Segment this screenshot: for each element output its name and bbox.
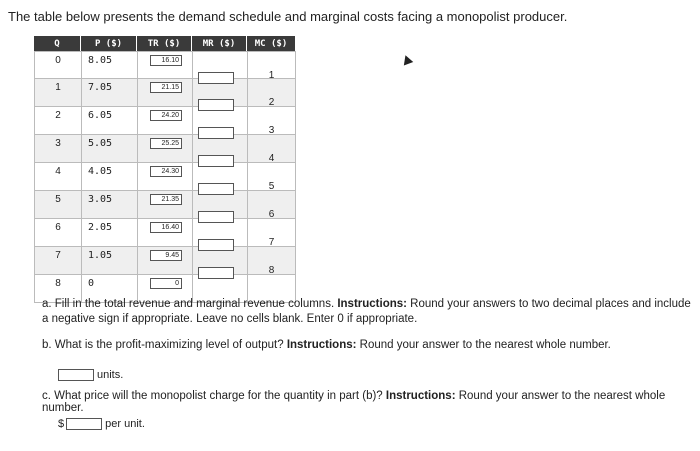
cell-p: 5.05 bbox=[81, 135, 137, 163]
cell-q: 2 bbox=[34, 107, 81, 135]
cell-mr bbox=[192, 107, 247, 135]
question-c-bold: Instructions: bbox=[385, 390, 456, 402]
header-q: Q bbox=[34, 36, 81, 51]
cell-tr bbox=[137, 135, 192, 163]
header-p: P ($) bbox=[81, 36, 137, 51]
cell-q: 6 bbox=[34, 219, 81, 247]
question-a-rest: Round your answers to two decimal places and include a negative sign if appropriate. Leave no cells blank. Enter 0 if appropriate. bbox=[42, 298, 691, 325]
tr-input[interactable]: 16.10 bbox=[150, 55, 182, 66]
cell-p: 0 bbox=[81, 275, 137, 303]
cell-p: 4.05 bbox=[81, 163, 137, 191]
cell-mr bbox=[192, 247, 247, 275]
cell-p: 7.05 bbox=[81, 79, 137, 107]
cell-q: 7 bbox=[34, 247, 81, 275]
mr-input[interactable] bbox=[198, 183, 234, 195]
answer-c-row bbox=[58, 418, 145, 430]
table-row bbox=[34, 219, 296, 247]
mr-input[interactable] bbox=[198, 155, 234, 167]
cell-mc bbox=[247, 219, 296, 247]
price-input[interactable] bbox=[66, 418, 102, 430]
cell-q: 3 bbox=[34, 135, 81, 163]
cell-p: 6.05 bbox=[81, 107, 137, 135]
cell-mc bbox=[247, 163, 296, 191]
header-mr: MR ($) bbox=[192, 36, 247, 51]
cell-tr bbox=[137, 107, 192, 135]
mc-value: 7 bbox=[268, 237, 275, 248]
mc-value: 5 bbox=[268, 181, 275, 192]
question-c-text: c. What price will the monopolist charge for the quantity in part (b)? bbox=[42, 390, 386, 402]
table-row bbox=[34, 107, 296, 135]
cell-mc bbox=[247, 107, 296, 135]
table-row bbox=[34, 163, 296, 191]
cell-q: 1 bbox=[34, 79, 81, 107]
table-row bbox=[34, 247, 296, 275]
cell-p: 8.05 bbox=[81, 51, 137, 79]
question-a-text: a. Fill in the total revenue and marginal revenue columns. bbox=[42, 298, 338, 310]
table-row bbox=[34, 51, 296, 79]
question-a-bold: Instructions: bbox=[337, 298, 407, 310]
mouse-cursor-icon bbox=[401, 54, 413, 66]
dollar-sign: $ bbox=[58, 418, 65, 430]
question-b-rest: Round your answer to the nearest whole number. bbox=[356, 339, 611, 351]
mr-input[interactable] bbox=[198, 99, 234, 111]
mr-input[interactable] bbox=[198, 267, 234, 279]
mr-input[interactable] bbox=[198, 239, 234, 251]
question-b bbox=[42, 339, 611, 351]
cell-p: 1.05 bbox=[81, 247, 137, 275]
units-label: units. bbox=[97, 369, 124, 381]
cell-mc bbox=[247, 135, 296, 163]
cell-mc bbox=[247, 51, 296, 79]
tr-input[interactable]: 24.30 bbox=[150, 166, 182, 177]
cell-tr bbox=[137, 247, 192, 275]
question-b-bold: Instructions: bbox=[286, 339, 357, 351]
intro-text: The table below presents the demand schedule and marginal costs facing a monopolist producer. bbox=[8, 9, 568, 24]
answer-b-row bbox=[58, 369, 123, 381]
mc-value: 6 bbox=[268, 209, 275, 220]
tr-input[interactable]: 25.25 bbox=[150, 138, 182, 149]
mc-value: 2 bbox=[268, 97, 275, 108]
mr-input[interactable] bbox=[198, 211, 234, 223]
cell-mc bbox=[247, 79, 296, 107]
mr-input[interactable] bbox=[198, 72, 234, 84]
question-b-text: b. What is the profit-maximizing level of output? bbox=[42, 339, 287, 351]
header-tr: TR ($) bbox=[137, 36, 192, 51]
tr-input[interactable]: 16.40 bbox=[150, 222, 182, 233]
table-row bbox=[34, 79, 296, 107]
tr-input[interactable]: 21.35 bbox=[150, 194, 182, 205]
table-header bbox=[34, 36, 296, 51]
mc-value: 4 bbox=[268, 153, 275, 164]
question-c bbox=[42, 390, 700, 414]
cell-p: 3.05 bbox=[81, 191, 137, 219]
cell-q: 0 bbox=[34, 51, 81, 79]
mc-value: 1 bbox=[268, 70, 275, 81]
cell-mc bbox=[247, 247, 296, 275]
cell-mr bbox=[192, 51, 247, 79]
table-row bbox=[34, 135, 296, 163]
tr-input[interactable]: 24.20 bbox=[150, 110, 182, 121]
question-a bbox=[42, 297, 692, 327]
question-c-rest: Round your answer to the nearest whole number. bbox=[42, 390, 666, 414]
cell-q: 5 bbox=[34, 191, 81, 219]
table-row bbox=[34, 191, 296, 219]
header-mc: MC ($) bbox=[247, 36, 296, 51]
cell-tr bbox=[137, 51, 192, 79]
schedule-table bbox=[34, 36, 296, 303]
cell-mr bbox=[192, 191, 247, 219]
tr-input[interactable]: 0 bbox=[150, 278, 182, 289]
output-input[interactable] bbox=[58, 369, 94, 381]
mc-value: 3 bbox=[268, 125, 275, 136]
cell-mr bbox=[192, 163, 247, 191]
cell-tr bbox=[137, 191, 192, 219]
tr-input[interactable]: 21.15 bbox=[150, 82, 182, 93]
cell-tr bbox=[137, 219, 192, 247]
cell-tr bbox=[137, 79, 192, 107]
cell-p: 2.05 bbox=[81, 219, 137, 247]
cell-mr bbox=[192, 135, 247, 163]
mr-input[interactable] bbox=[198, 127, 234, 139]
tr-input[interactable]: 9.45 bbox=[150, 250, 182, 261]
cell-mr bbox=[192, 219, 247, 247]
mc-value: 8 bbox=[268, 265, 275, 276]
cell-q: 4 bbox=[34, 163, 81, 191]
cell-q: 8 bbox=[34, 275, 81, 303]
per-unit-label: per unit. bbox=[105, 418, 145, 430]
cell-tr bbox=[137, 163, 192, 191]
cell-mc bbox=[247, 191, 296, 219]
